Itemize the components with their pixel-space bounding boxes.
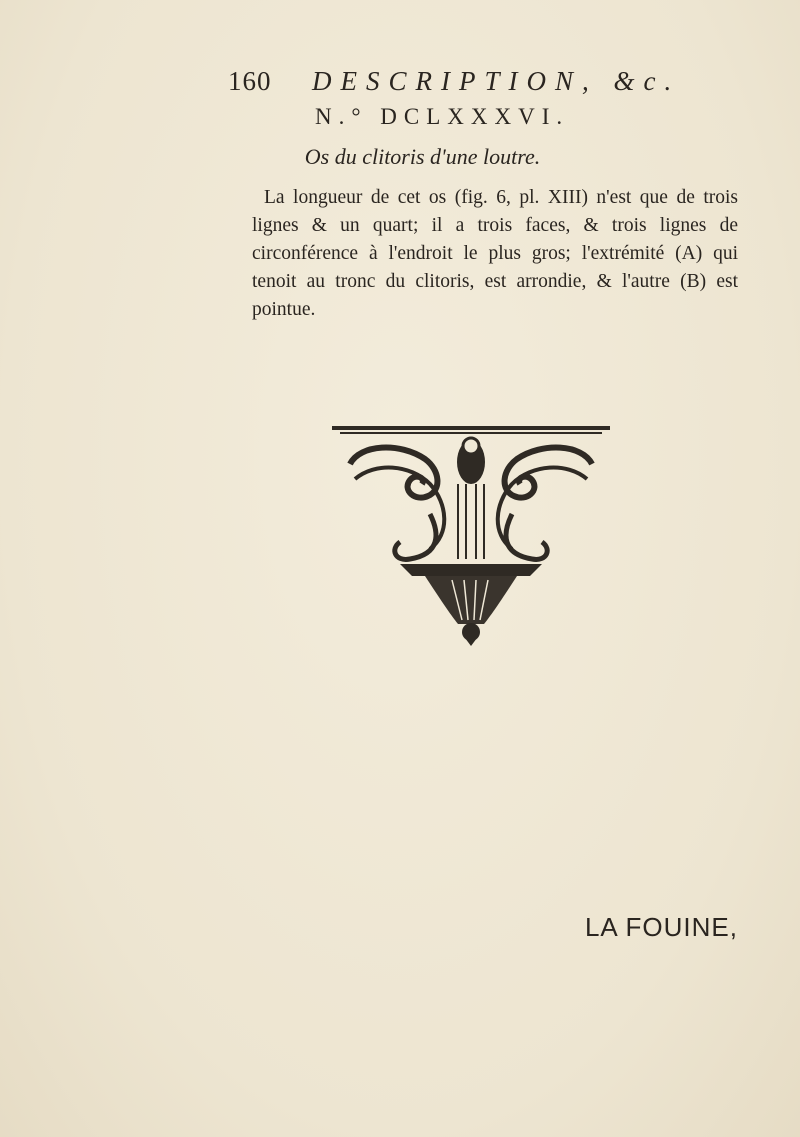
- entry-title: Os du clitoris d'une loutre.: [304, 144, 541, 169]
- running-title: DESCRIPTION, &c.: [312, 66, 681, 96]
- acanthus-ornament-icon: [330, 424, 612, 648]
- body-paragraph: La longueur de cet os (fig. 6, pl. XIII) n'est que de trois lignes & un quart; il a trois faces, & trois lignes de circonférence à l'endroit le plus gros; l'extrémité (A) qui tenoit au tronc du clitoris, est arrondie, & l'autre (B) est pointue.: [252, 187, 738, 320]
- entry-number: N.° DCLXXXVI.: [315, 104, 570, 129]
- page-header: [228, 66, 681, 106]
- page-number: 160: [228, 66, 272, 96]
- catchword: LA FOUINE,: [584, 912, 738, 942]
